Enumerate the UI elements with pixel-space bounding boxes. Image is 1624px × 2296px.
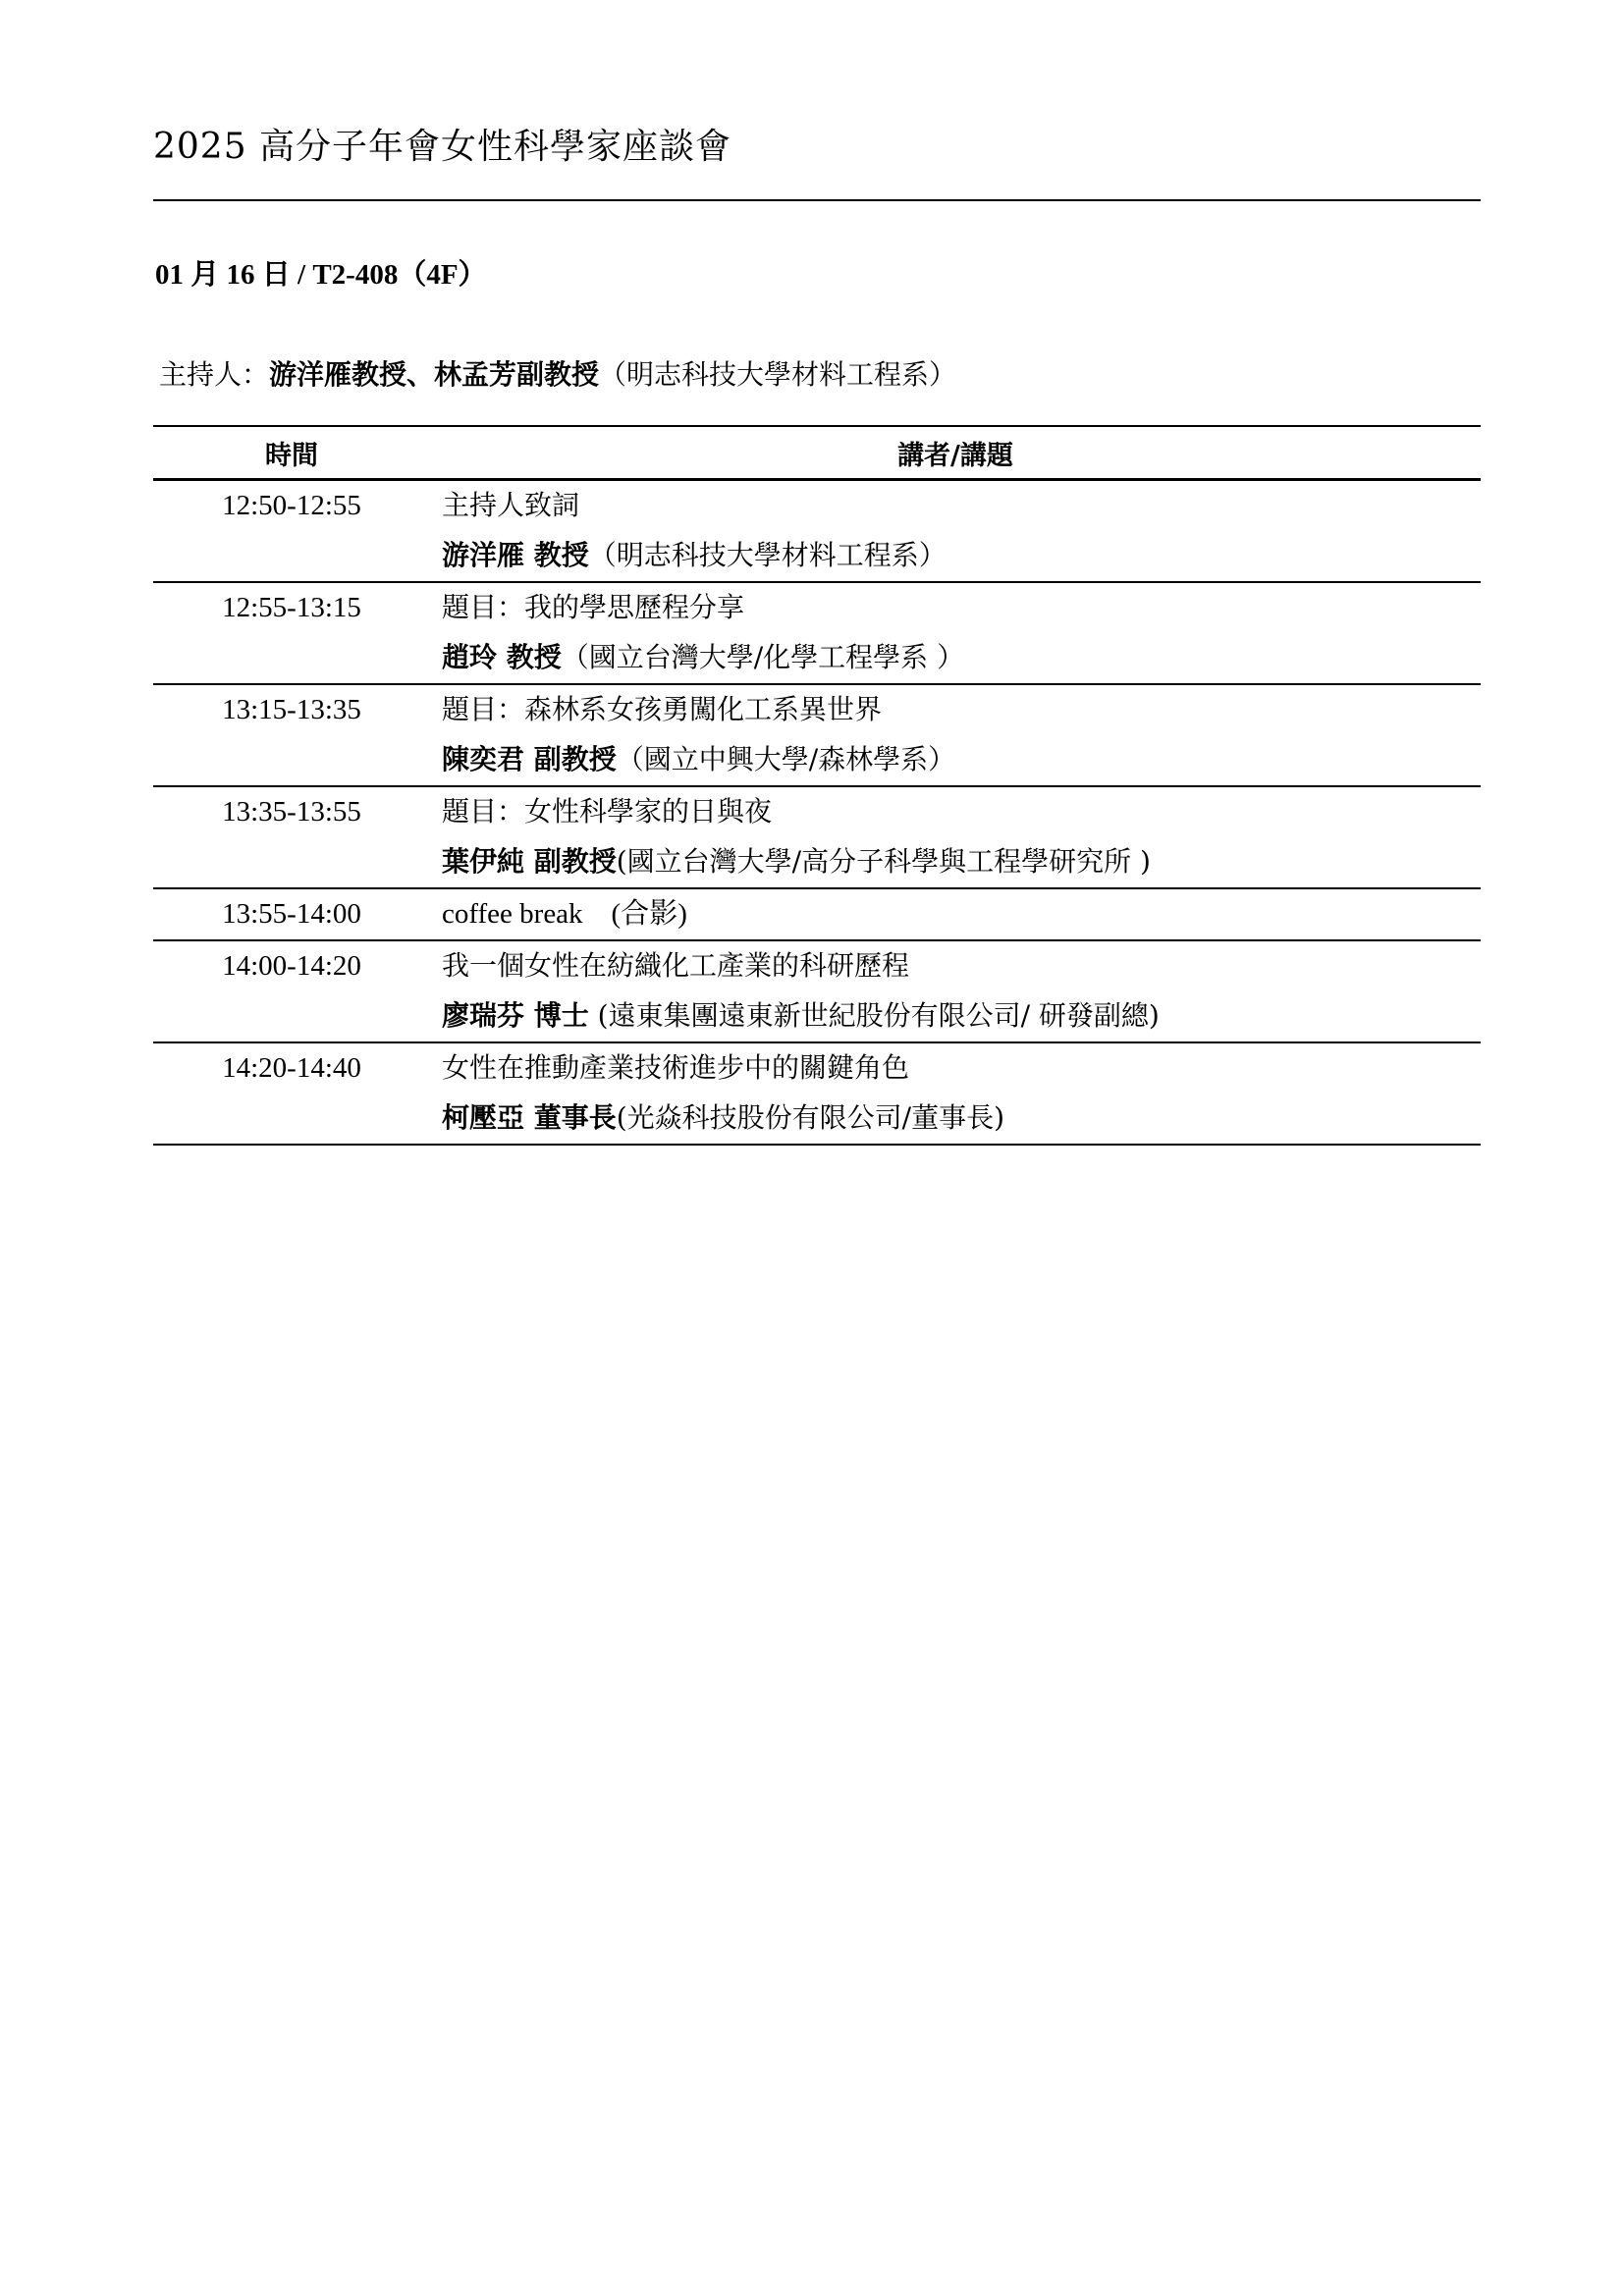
host-label: 主持人： <box>159 358 270 391</box>
row-content <box>430 1042 1481 1145</box>
table-row <box>153 684 1481 786</box>
host-line <box>159 357 956 393</box>
row-time: 13:55-14:00 <box>153 888 430 940</box>
row-time: 14:00-14:20 <box>153 940 430 1042</box>
row-topic: 題目：我的學思歷程分享 <box>442 591 745 623</box>
row-topic: 我一個女性在紡織化工產業的科研歷程 <box>442 949 910 982</box>
row-speaker: 趙玲 教授 <box>442 641 562 673</box>
row-speaker: 廖瑞芬 博士 <box>442 999 589 1032</box>
session-separator: / <box>290 259 313 291</box>
row-content <box>430 582 1481 684</box>
row-speaker-line <box>442 735 1481 785</box>
table-row <box>153 582 1481 684</box>
table-row <box>153 480 1481 583</box>
row-speaker-line <box>442 531 1481 581</box>
row-affiliation: (國立台灣大學/高分子科學與工程學研究所 ) <box>616 845 1151 878</box>
row-time: 12:55-13:15 <box>153 582 430 684</box>
row-content <box>430 480 1481 583</box>
row-speaker-line <box>442 633 1481 683</box>
row-speaker-line <box>442 837 1481 887</box>
host-affiliation: （明志科技大學材料工程系） <box>599 358 957 391</box>
row-time: 13:15-13:35 <box>153 684 430 786</box>
session-room: T2-408（4F） <box>312 259 487 291</box>
row-affiliation: （國立中興大學/森林學系） <box>616 743 956 775</box>
table-row <box>153 1042 1481 1145</box>
row-speaker: 陳奕君 副教授 <box>442 743 617 775</box>
row-affiliation: (光焱科技股份有限公司/董事長) <box>616 1101 1005 1134</box>
row-topic: 題目：女性科學家的日與夜 <box>442 795 773 828</box>
header-speaker-topic: 講者/講題 <box>430 426 1481 480</box>
row-speaker-line <box>442 1094 1481 1144</box>
row-topic: 題目：森林系女孩勇闖化工系異世界 <box>442 693 883 725</box>
title-divider <box>153 199 1481 201</box>
session-info <box>155 257 487 293</box>
row-affiliation: (遠東集團遠東新世紀股份有限公司/ 研發副總) <box>588 999 1160 1032</box>
row-content <box>430 786 1481 888</box>
host-names: 游洋雁教授、林孟芳副教授 <box>269 358 600 391</box>
row-affiliation: （國立台灣大學/化學工程學系 ） <box>561 641 965 673</box>
page-title: 2025 高分子年會女性科學家座談會 <box>153 127 732 167</box>
row-time: 14:20-14:40 <box>153 1042 430 1145</box>
row-speaker: 游洋雁 教授 <box>442 539 589 571</box>
row-speaker: 葉伊純 副教授 <box>442 845 617 878</box>
row-content <box>430 940 1481 1042</box>
table-row <box>153 888 1481 940</box>
header-time: 時間 <box>153 426 430 480</box>
row-affiliation: （明志科技大學材料工程系） <box>588 539 947 571</box>
row-speaker-line <box>442 991 1481 1041</box>
row-topic: 女性在推動產業技術進步中的關鍵角色 <box>442 1051 910 1084</box>
row-time: 12:50-12:55 <box>153 480 430 583</box>
table-header-row <box>153 426 1481 480</box>
row-time: 13:35-13:55 <box>153 786 430 888</box>
row-content <box>430 888 1481 940</box>
row-content <box>430 684 1481 786</box>
row-topic: coffee break (合影) <box>442 898 687 930</box>
table-row <box>153 786 1481 888</box>
table-row <box>153 940 1481 1042</box>
session-date: 01 月 16 日 <box>155 259 291 291</box>
row-topic: 主持人致詞 <box>442 489 580 521</box>
schedule-table <box>153 425 1481 1146</box>
row-speaker: 柯壓亞 董事長 <box>442 1101 617 1134</box>
